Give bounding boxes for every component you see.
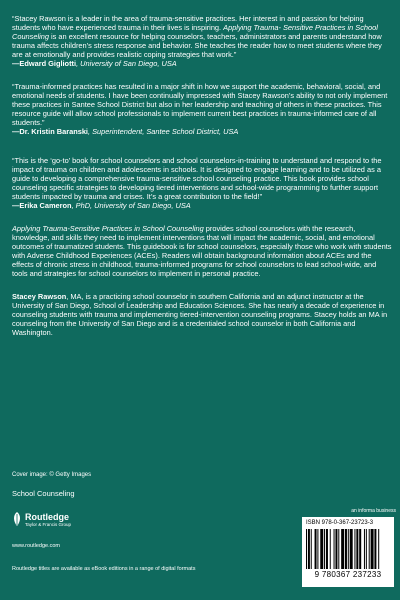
description-book-title: Applying Trauma-Sensitive Practices in School Counseling <box>12 224 204 233</box>
quote-1 <box>12 14 392 68</box>
quote-1-part-a: “Stacey Rawson is a leader in the area of trauma-sensitive practices. Her interest in and passion for helping students who have experienced trauma in their lives is inspiring. <box>12 14 364 32</box>
quote-3-author: —Erika Cameron <box>12 201 72 210</box>
quote-1-attribution <box>12 59 392 68</box>
isbn-label: ISBN 978-0-367-23723-3 <box>306 520 374 526</box>
quote-2-attribution <box>12 127 392 136</box>
author-bio <box>12 292 392 337</box>
author-bio-body: , MA, is a practicing school counselor in southern California and an adjunct instructor at the University of San Diego, School of Leadership and Education Sciences. She has nearly a decade of experience in counseling students with trauma and implementing tiered-intervention counseling programs. Stacey holds an MA in counseling from the University of San Diego and is a credentialed school counselor in both California and Washington. <box>12 292 388 337</box>
publisher-url: www.routledge.com <box>12 543 60 549</box>
isbn-barcode <box>302 517 394 587</box>
routledge-logo <box>12 511 71 527</box>
quote-2 <box>12 82 392 136</box>
quote-3-text: “This is the ‘go-to’ book for school counselors and school counselors-in-training to understand and respond to the impact of trauma on children and adolescents in schools. It is designed to engage learning and to be utilized as a guide to developing a comprehensive trauma-sensitive school counseling practice. This book provides school counseling specific strategies to developing tiered interventions and school-wide programming to further support students impacted by trauma and crises. It’s a great contribution to the field!” <box>12 156 382 201</box>
quote-1-affiliation: , University of San Diego, USA <box>76 59 177 68</box>
quote-1-author: —Edward Gigliotti <box>12 59 77 68</box>
isbn-digits: 9 780367 237233 <box>314 570 382 579</box>
description-body: provides school counselors with the research, knowledge, and skills they need to implement interventions that will impact the academic, social, and emotional outcomes of traumatized students. This guidebook is for school counselors, especially those who work with students with Adverse Childhood Experiences (ACEs). Readers will obtain background information about ACEs and the effects of chronic stress in childhood, trauma-informed programs for school counselors to lead school-wide, and tools and strategies for school counselors to implement in personal practice. <box>12 224 392 278</box>
quote-2-author: —Dr. Kristin Baranski <box>12 127 88 136</box>
description-text <box>12 224 392 278</box>
cover-text <box>12 14 392 351</box>
routledge-wordmark <box>25 512 71 527</box>
subject-category: School Counseling <box>12 489 75 498</box>
quote-1-part-b: is an excellent resource for helping counselors, teachers, administrators and parents understand how trauma affects children’s stress response and behavior. She teaches the reader how to meet students where they are at emotionally and provides realistic coping strategies that work.” <box>12 32 382 59</box>
publisher-name: Routledge <box>25 511 69 522</box>
quote-3-affiliation: , PhD, University of San Diego, USA <box>71 201 191 210</box>
quote-3-attribution <box>12 201 392 210</box>
barcode-bars <box>306 529 390 569</box>
publisher-tagline: Taylor & Francis Group <box>25 521 72 527</box>
quote-2-affiliation: , Superintendent, Santee School District, USA <box>88 127 239 136</box>
routledge-leaf-icon <box>12 511 22 527</box>
publisher-ebook-note: Routledge titles are available as eBook editions in a range of digital formats <box>12 566 196 572</box>
informa-business-label: an informa business <box>351 508 396 514</box>
cover-image-credit: Cover image: © Getty Images <box>12 472 92 478</box>
author-bio-text <box>12 292 392 337</box>
book-description <box>12 224 392 278</box>
quote-1-book-title: Applying Trauma- Sensitive Practices in School Counseling <box>12 23 378 41</box>
cover-footer <box>0 470 400 600</box>
author-name: Stacey Rawson <box>12 292 67 301</box>
quote-1-text <box>12 14 392 59</box>
quote-2-text: “Trauma-informed practices has resulted in a major shift in how we support the academic, behavioral, social, and emotional needs of students. I have been continually impressed with Stacey Rawson’s ability to not only implement these practices in Santee School District but also in her leadership and teaching of others in these practices. This resource guide will allow school professionals to implement current best practices in trauma-informed care of all students.” <box>12 82 388 127</box>
quote-3 <box>12 156 392 210</box>
